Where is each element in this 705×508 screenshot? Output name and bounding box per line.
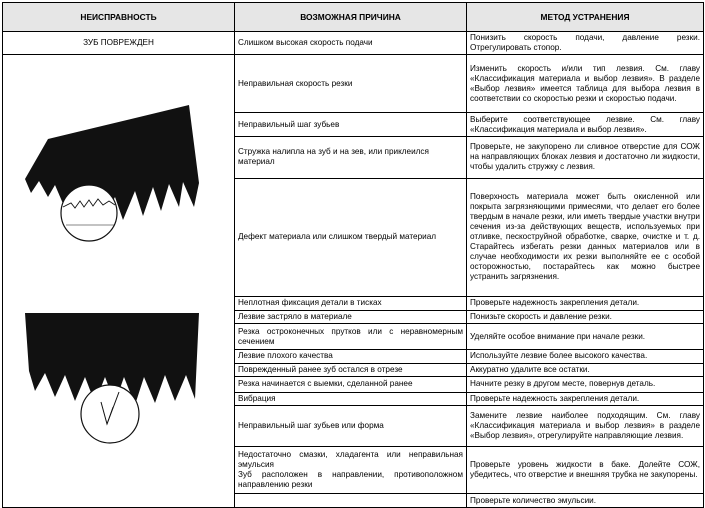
cause-cell: Вибрация xyxy=(235,392,467,406)
cause-cell: Лезвие плохого качества xyxy=(235,350,467,364)
magnifier-lower xyxy=(81,385,139,443)
remedy-cell: Проверьте уровень жидкости в баке. Долейте СОЖ, убедитесь, что отверстие и внешняя трубка не закупорены. xyxy=(467,446,704,494)
remedy-cell: Начните резку в другом месте, повернув деталь. xyxy=(467,377,704,393)
cause-cell: Поврежденный ранее зуб остался в отрезе xyxy=(235,363,467,377)
damaged-teeth-illustration xyxy=(3,55,235,507)
remedy-cell: Проверьте надежность закрепления детали. xyxy=(467,297,704,311)
remedy-cell: Поверхность материала может быть окисленной или покрыта загрязняющими примесями, что делает его более твердым в начале резки, или иметь твердые участки внутри сечения из-за действующих веществ, используемых при отливке, пескоструйной обработке, сварке, очистке и т. д. Старайтесь избегать резки данных материалов или в случае необходимости их резки выполняйте ее с особой осторожностью, постарайтесь как можно быстрее устранить загрязнения. xyxy=(467,178,704,296)
remedy-cell: Понизить скорость подачи, давление резки. Отрегулировать стопор. xyxy=(467,32,704,55)
remedy-cell: Проверьте, не закупорено ли сливное отверстие для СОЖ на направляющих блоках лезвия и достаточно ли жидкости, чтобы удалить стружку с лезвия. xyxy=(467,137,704,179)
remedy-cell: Проверьте количество эмульсии. xyxy=(467,494,704,508)
cause-cell: Неплотная фиксация детали в тисках xyxy=(235,297,467,311)
remedy-cell: Выберите соответствующее лезвие. См. главу «Классификация материала и выбор лезвия». xyxy=(467,113,704,137)
header-cause: ВОЗМОЖНАЯ ПРИЧИНА xyxy=(235,3,467,32)
cause-cell-multi xyxy=(235,446,467,494)
troubleshooting-table xyxy=(2,2,704,508)
remedy-cell: Проверьте надежность закрепления детали. xyxy=(467,392,704,406)
illustration-cell xyxy=(3,55,235,508)
header-row xyxy=(3,3,704,32)
remedy-cell: Аккуратно удалите все остатки. xyxy=(467,363,704,377)
cause-cell: Слишком высокая скорость подачи xyxy=(235,32,467,55)
cause-cell: Неправильная скорость резки xyxy=(235,55,467,113)
cause-cell: Лезвие застряло в материале xyxy=(235,310,467,324)
magnifier-upper xyxy=(61,185,117,241)
header-fault: НЕИСПРАВНОСТЬ xyxy=(3,3,235,32)
cause-cell: Дефект материала или слишком твердый материал xyxy=(235,178,467,296)
cause-cell: Резка остроконечных прутков или с неравномерным сечением xyxy=(235,324,467,350)
cause-cell: Неправильный шаг зубьев xyxy=(235,113,467,137)
remedy-cell: Используйте лезвие более высокого качества. xyxy=(467,350,704,364)
cause-cell: Резка начинается с выемки, сделанной ранее xyxy=(235,377,467,393)
table-row xyxy=(3,32,704,55)
remedy-cell: Понизьте скорость и давление резки. xyxy=(467,310,704,324)
cause-line: Недостаточно смазки, хладагента или неправильная эмульсия xyxy=(238,450,463,469)
remedy-cell: Уделяйте особое внимание при начале резки. xyxy=(467,324,704,350)
cause-line: Зуб расположен в направлении, противоположном направлению резки xyxy=(238,470,463,489)
table-row xyxy=(3,55,704,113)
fault-label: ЗУБ ПОВРЕЖДЕН xyxy=(3,32,235,55)
remedy-cell: Замените лезвие наиболее подходящим. См. главу «Классификация материала и выбор лезвия» в разделе «Выбор лезвия», отрегулируйте направляющие лезвия. xyxy=(467,406,704,447)
cause-cell: Неправильный шаг зубьев или форма xyxy=(235,406,467,447)
remedy-cell: Изменить скорость и/или тип лезвия. См. главу «Классификация материала и выбор лезвия». В разделе «Выбор лезвия» имеется таблица для выбора лезвия в соответствии со скоростью резки и скоростью подачи. xyxy=(467,55,704,113)
cause-cell: Стружка налипла на зуб и на зев, или приклеился материал xyxy=(235,137,467,179)
header-remedy: МЕТОД УСТРАНЕНИЯ xyxy=(467,3,704,32)
cause-cell xyxy=(235,494,467,508)
